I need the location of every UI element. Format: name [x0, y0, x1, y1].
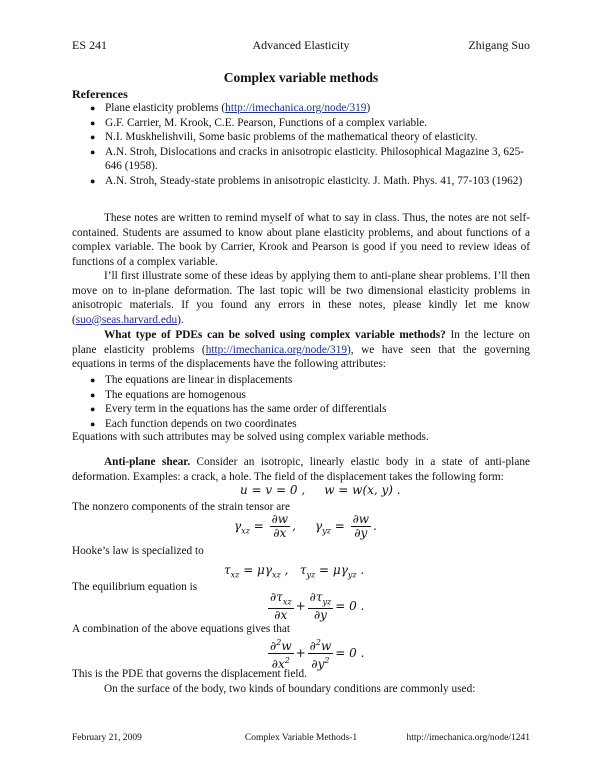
hooke-intro: Hooke’s law is specialized to — [72, 545, 204, 557]
attribute-item: ● The equations are homogenous — [90, 388, 246, 401]
bullet-icon: ● — [90, 117, 96, 128]
hooke-equation: $\tau_{xz} = \mu\gamma_{xz}$ , $\tau_{yz} = \mu\gamma_{yz}$ . — [224, 563, 365, 580]
footer-date: February 21, 2009 — [72, 733, 142, 743]
intro-paragraph-1: These notes are written to remind myself of what to say in class. Thus, the notes are not self-contained. Students are assumed to know about plane elasticity problems, and about functions of a complex variable. The book by Carrier, Krook and Pearson is good if you need to review ideas of functions of a complex variable. — [72, 212, 530, 268]
bullet-icon: ● — [90, 175, 96, 186]
closing-section — [72, 667, 530, 696]
references-heading: References — [72, 87, 128, 101]
bullet-icon: ● — [90, 375, 96, 385]
pde-heading: What type of PDEs can be solved using complex variable methods? — [104, 329, 446, 341]
page-footer — [72, 733, 530, 747]
reference-item: ● A.N. Stroh, Steady-state problems in anisotropic elasticity. J. Math. Phys. 41, 77-103 (1962) — [90, 174, 523, 187]
pde-section — [72, 328, 530, 372]
reference-item: ● G.F. Carrier, M. Krook, C.E. Pearson, Functions of a complex variable. — [90, 116, 428, 129]
reference-item: ● N.I. Muskhelishvili, Some basic problems of the mathematical theory of elasticity. — [90, 131, 478, 143]
page-title: Complex variable methods — [223, 70, 379, 85]
footer-page: Complex Variable Methods-1 — [244, 733, 358, 743]
reference-item: ● Plane elasticity problems (http://imechanica.org/node/319) — [90, 102, 371, 114]
plane-elasticity-link[interactable]: http://imechanica.org/node/319 — [205, 343, 347, 356]
antiplane-section — [72, 455, 530, 484]
reference-item: ● A.N. Stroh, Dislocations and cracks in anisotropic elasticity. Philosophical Magazine 3, 625-646 (1958). — [90, 145, 525, 172]
intro-section — [72, 211, 530, 327]
bullet-icon: ● — [90, 103, 96, 113]
equilibrium-equation: $\frac{\partial\tau_{xz}}{\partial x}$ + $\frac{\partial\tau_{yz}}{\partial y}$ = 0 . — [270, 590, 365, 623]
header-author: Zhigang Suo — [468, 38, 530, 52]
combination-intro: A combination of the above equations gives that — [72, 623, 291, 635]
header-course: ES 241 — [72, 38, 108, 52]
strain-intro: The nonzero components of the strain tensor are — [72, 501, 291, 513]
intro-paragraph-2: I’ll first illustrate some of these ideas by applying them to anti-plane shear problems. I’ll then move on to in-plane deformation. The last topic will be two dimensional elasticity problems in anisotropic materials. If you found any errors in these notes, please kindly let me know (suo@seas.harvard.edu). — [72, 270, 530, 326]
attribute-item: ● The equations are linear in displacements — [90, 374, 293, 386]
bullet-icon: ● — [90, 146, 96, 157]
page-header — [72, 38, 530, 54]
antiplane-heading: Anti-plane shear. — [104, 456, 191, 468]
attribute-item: ● Each function depends on two coordinates — [90, 417, 297, 430]
pde-conclusion: Equations with such attributes may be solved using complex variable methods. — [72, 431, 429, 443]
attributes-list — [90, 373, 530, 431]
attribute-item: ● Every term in the equations has the same order of differentials — [90, 403, 387, 415]
equilibrium-intro: The equilibrium equation is — [72, 581, 198, 593]
pde-note: This is the PDE that governs the displacement field. — [72, 668, 307, 680]
email-link[interactable]: suo@seas.harvard.edu — [75, 313, 178, 326]
reference-link[interactable]: http://imechanica.org/node/319 — [225, 102, 367, 114]
pde-paragraph: What type of PDEs can be solved using complex variable methods? In the lecture on plane elasticity problems (http://imechanica.org/node/319), we have seen that the governing equations in terms of the displacements have the following attributes: — [72, 329, 530, 370]
bullet-icon: ● — [90, 389, 96, 400]
bullet-icon: ● — [90, 132, 96, 142]
header-subject: Advanced Elasticity — [252, 38, 350, 52]
boundary-intro: On the surface of the body, two kinds of boundary conditions are commonly used: — [104, 682, 476, 695]
references-list — [90, 101, 532, 188]
footer-url[interactable]: http://imechanica.org/node/1241 — [406, 733, 530, 743]
bullet-icon: ● — [90, 404, 96, 414]
displacement-equation: u = v = 0 , w = w(x, y) . — [240, 483, 401, 497]
bullet-icon: ● — [90, 418, 96, 429]
strain-equation: $\gamma_{xz}$ = $\frac{\partial w}{\partial x}$ , $\gamma_{yz}$ = $\frac{\partial w}{\partial y}$ . — [234, 512, 377, 540]
laplace-equation: $\frac{\partial^2w}{\partial x^2}$ + $\frac{\partial^2w}{\partial y^2}$ = 0 . — [270, 638, 365, 671]
antiplane-paragraph: Anti-plane shear. Consider an isotropic, linearly elastic body in a state of anti-plane deformation. Examples: a crack, a hole. The field of the displacement takes the following form: — [72, 456, 530, 483]
